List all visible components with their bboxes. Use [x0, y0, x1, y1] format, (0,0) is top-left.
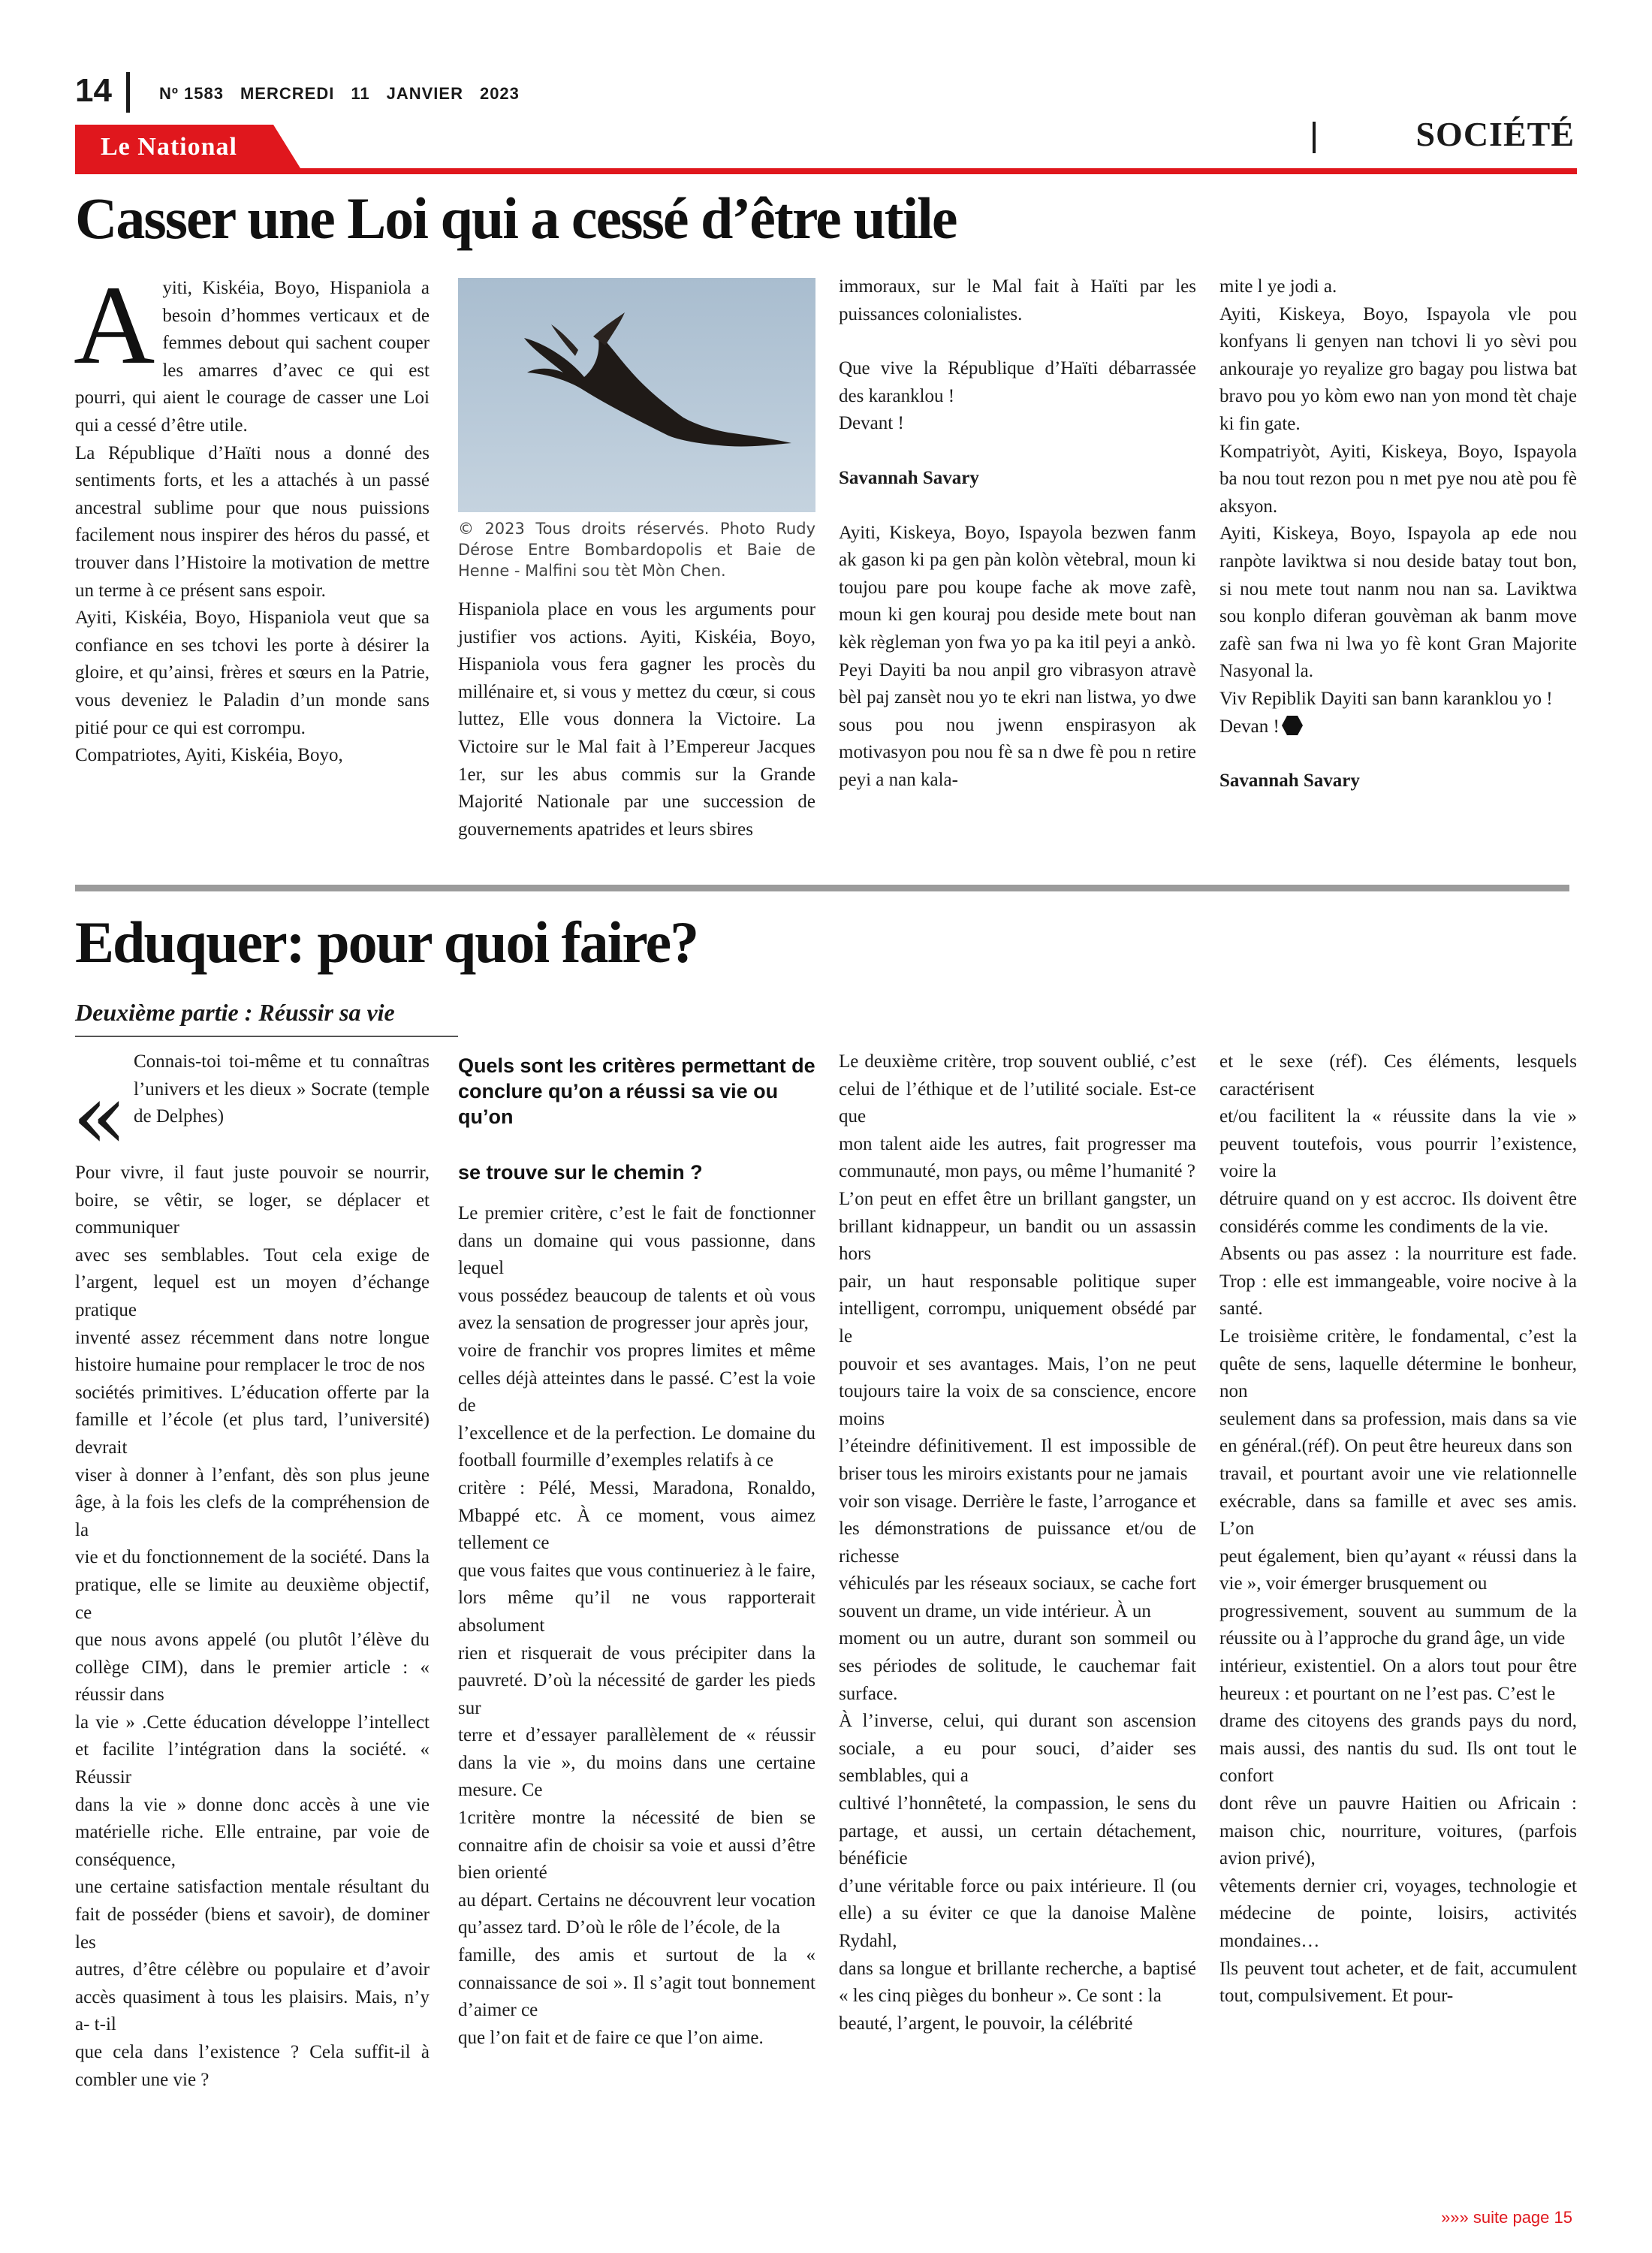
article2-title: Eduquer: pour quoi faire? — [75, 909, 698, 975]
article2-column-1 — [75, 1160, 430, 2094]
paragraph: l’excellence et de la perfection. Le domaine du football fourmille d’exemples relatifs à ce — [458, 1422, 815, 1471]
paragraph: véhiculés par les réseaux sociaux, se cache fort souvent un drame, un vide intérieur. À un — [839, 1573, 1196, 1621]
paragraph: et le sexe (réf). Ces éléments, lesquels caractérisent — [1219, 1051, 1577, 1099]
paragraph: et/ou facilitent la « réussite dans la vie » peuvent toutefois, vous pourrir l’existence, voire la — [1219, 1106, 1577, 1182]
paragraph: au départ. Certains ne découvrent leur vocation qu’assez tard. D’où le rôle de l’école, de la — [458, 1890, 815, 1938]
article-divider — [75, 885, 1569, 891]
issue-number: Nº 1583 — [159, 84, 224, 103]
header-rule — [75, 168, 1577, 174]
issue-dateline — [159, 84, 536, 104]
paragraph: Kompatriyòt, Ayiti, Kiskeya, Boyo, Ispayola ba nou tout rezon pou n met pye nou atè pou fè aksyon. — [1219, 441, 1577, 517]
section-label: SOCIÉTÉ — [1415, 115, 1575, 153]
article2-column-2 — [458, 1053, 815, 2052]
paragraph: inventé assez récemment dans notre longue histoire humaine pour remplacer le troc de nos — [75, 1327, 430, 1376]
paragraph: d’une véritable force ou paix intérieure. Il (ou elle) a su éviter ce que la danoise Malène Rydahl, — [839, 1875, 1196, 1951]
paragraph: sociétés primitives. L’éducation offerte par la famille et l’école (et plus tard, l’université) devrait — [75, 1382, 430, 1458]
criteria-heading: Quels sont les critères permettant de conclure qu’on a réussi sa vie ou qu’on — [458, 1054, 815, 1128]
paragraph: immoraux, sur le Mal fait à Haïti par les puissances colonialistes. — [839, 276, 1196, 324]
article1-column-4 — [1219, 273, 1577, 795]
epigraph-text: Connais-toi toi-même et tu connaîtras l’univers et les dieux » Socrate (temple de Delphes) — [134, 1051, 430, 1127]
paragraph: drame des citoyens des grands pays du nord, mais aussi, des nantis du sud. Ils ont tout le confort — [1219, 1711, 1577, 1787]
article1-column-3 — [839, 273, 1196, 795]
paragraph: Ayiti, Kiskeya, Boyo, Ispayola bezwen fanm ak gason ki pa gen pàn kolòn vètebral, moun ki toujou pare pou koupe fache ak move zafè, moun ki gen kouraj pou deside mete bout nan kèk règleman yon fwa yo pa ka itil peyi a ankò. — [839, 522, 1196, 653]
paragraph: voire de franchir vos propres limites et même celles déjà atteintes dans le passé. C’est la voie de — [458, 1340, 815, 1416]
paragraph: Devan ! — [1219, 716, 1280, 737]
photo-caption: © 2023 Tous droits réservés. Photo Rudy Dérose Entre Bombardopolis et Baie de Henne - Malfini sou tèt Mòn Chen. — [458, 520, 815, 580]
article1-column-2 — [458, 596, 815, 843]
paragraph: Ils peuvent tout acheter, et de fait, accumulent tout, compulsivement. Et pour- — [1219, 1958, 1577, 2007]
paragraph: une certaine satisfaction mentale résultant du fait de posséder (biens et savoir), de dominer les — [75, 1877, 430, 1953]
article2-column-3 — [839, 1048, 1196, 2037]
paragraph: Hispaniola place en vous les arguments pour justifier vos actions. Ayiti, Kiskéia, Boyo, Hispaniola vous fera gagner les procès du millénaire et, si vous y mettez du cœur, si cous luttez, Elle vous donnera la Victoire. La Victoire sur le Mal fait à l’Empereur Jacques 1er, sur les abus commis sur la Grande Majorité Nationale par une succession de gouvernements apatrides et leurs sbires — [458, 599, 815, 840]
paragraph: que l’on fait et de faire ce que l’on aime. — [458, 2027, 764, 2048]
paragraph: Le premier critère, c’est le fait de fonctionner dans un domaine qui vous passionne, dans lequel — [458, 1203, 815, 1279]
paragraph: Viv Repiblik Dayiti san bann karanklou yo ! — [1219, 688, 1553, 709]
section-divider — [1313, 122, 1316, 153]
paragraph: viser à donner à l’enfant, dès son plus jeune âge, à la fois les clefs de la compréhension de la — [75, 1464, 430, 1540]
paragraph: voir son visage. Derrière le faste, l’arrogance et les démonstrations de puissance et/ou de richesse — [839, 1491, 1196, 1567]
continued-link[interactable]: »»» suite page 15 — [1441, 2208, 1572, 2227]
paragraph: Compatriotes, Ayiti, Kiskéia, Boyo, — [75, 745, 343, 766]
end-mark-icon — [1281, 714, 1304, 737]
paragraph: progressivement, souvent au summum de la réussite ou à l’approche du grand âge, un vide — [1219, 1600, 1577, 1649]
article2-subtitle: Deuxième partie : Réussir sa vie — [75, 999, 395, 1026]
paragraph: terre et d’essayer parallèlement de « réussir dans la vie », du moins dans une certaine mesure. Ce — [458, 1725, 815, 1801]
paragraph: Le troisième critère, le fondamental, c’est la quête de sens, laquelle détermine le bonheur, non — [1219, 1326, 1577, 1402]
paragraph: rien et risquerait de vous précipiter dans la pauvreté. D’où la nécessité de garder les pieds sur — [458, 1642, 815, 1718]
bird-silhouette-icon — [458, 278, 815, 512]
paragraph: peut également, bien qu’ayant « réussi dans la vie », voir émerger brusquement ou — [1219, 1546, 1577, 1594]
paragraph: pair, un haut responsable politique super intelligent, corrompu, uniquement obsédé par le — [839, 1271, 1196, 1347]
paragraph: L’on peut en effet être un brillant gangster, un brillant kidnappeur, un bandit ou un assassin hors — [839, 1188, 1196, 1265]
author-signature: Savannah Savary — [839, 467, 979, 488]
bird-photo — [458, 278, 815, 512]
article2-column-4 — [1219, 1048, 1577, 2010]
paragraph: seulement dans sa profession, mais dans sa vie en général.(réf). On peut être heureux dans son — [1219, 1408, 1577, 1457]
paragraph: pouvoir et ses avantages. Mais, l’on ne peut toujours taire la voix de sa conscience, encore moins — [839, 1353, 1196, 1429]
month: JANVIER — [386, 84, 463, 103]
paragraph: moment ou un autre, durant son sommeil ou ses périodes de solitude, le cauchemar fait surface. — [839, 1628, 1196, 1704]
paragraph: l’éteindre définitivement. Il est impossible de briser tous les miroirs existants pour ne jamais — [839, 1436, 1196, 1484]
paragraph: Que vive la République d’Haïti débarrassée des karanklou ! — [839, 358, 1196, 406]
paragraph: À l’inverse, celui, qui durant son ascension sociale, a eu pour souci, d’aider ses semblables, qui a — [839, 1711, 1196, 1787]
paragraph: détruire quand on y est accroc. Ils doivent être considérés comme les condiments de la vie. — [1219, 1188, 1577, 1237]
paragraph: que nous avons appelé (ou plutôt l’élève du collège CIM), dans le premier article : « réussir dans — [75, 1630, 430, 1706]
year: 2023 — [479, 84, 520, 103]
paragraph: que vous faites que vous continueriez à le faire, lors même qu’il ne vous rapporterait absolument — [458, 1560, 815, 1636]
paragraph: critère : Pélé, Messi, Maradona, Ronaldo, Mbappé etc. À ce moment, vous aimez tellement ce — [458, 1477, 815, 1554]
paragraph: vêtements dernier cri, voyages, technologie et médecine de pointe, loisirs, activités mondaines… — [1219, 1875, 1577, 1951]
article1-title: Casser une Loi qui a cessé d’être utile — [75, 185, 957, 251]
paragraph: la vie » .Cette éducation développe l’intellect et facilite l’intégration dans la société. « Réussir — [75, 1712, 430, 1788]
paragraph: famille, des amis et surtout de la « connaissance de soi ». Il s’agit tout bonnement d’aimer ce — [458, 1945, 815, 2021]
weekday: MERCREDI — [240, 84, 335, 103]
paragraph: que cela dans l’existence ? Cela suffit-il à combler une vie ? — [75, 2042, 430, 2090]
paragraph: Ayiti, Kiskeya, Boyo, Ispayola vle pou konfyans li genyen nan tchovi li yo sèvi pou ankouraje yo reyalize gro bagay pou listwa bat bravo pou yo kòm ewo nan yon mond tèt chaje ki fin gate. — [1219, 303, 1577, 434]
paragraph: travail, et pourtant avoir une vie relationnelle exécrable, dans sa famille et avec ses amis. L’on — [1219, 1463, 1577, 1540]
criteria-heading-end: se trouve sur le chemin ? — [458, 1161, 703, 1184]
paragraph: cultivé l’honnêteté, la compassion, le sens du partage, et aussi, un certain détachement, bénéficie — [839, 1793, 1196, 1869]
dropcap: A — [74, 263, 155, 388]
paragraph: intérieur, existentiel. On a alors tout pour être heureux : et pourtant on ne l’est pas. C’est le — [1219, 1656, 1577, 1704]
paragraph: mon talent aide les autres, fait progresser ma communauté, mon pays, ou même l’humanité ? — [839, 1133, 1196, 1182]
author-signature: Savannah Savary — [1219, 771, 1360, 792]
page-number: 14 — [75, 72, 112, 109]
paragraph: dont rêve un pauvre Haitien ou Africain : maison chic, nourriture, voitures, (parfois avion privé), — [1219, 1793, 1577, 1869]
paragraph: yiti, Kiskéia, Boyo, Hispaniola a besoin d’hommes verticaux et de femmes debout qui sachent couper les amarres d’avec ce qui est pourri, qui aient le courage de casser une Loi qui a cessé d’être utile. — [75, 278, 430, 436]
paragraph: vous possédez beaucoup de talents et où vous avez la sensation de progresser jour après jour, — [458, 1285, 815, 1334]
paragraph: Pour vivre, il faut juste pouvoir se nourrir, boire, se vêtir, se loger, se déplacer et communiquer — [75, 1163, 430, 1238]
paragraph: Ayiti, Kiskeya, Boyo, Ispayola ap ede nou ranpòte laviktwa si nou deside batay tout bon, si nou mete tout nanm nou nan sa. Laviktwa sou konplo diferan gouvèman ak banm move zafè san fwa ni lwa yo fè kont Gran Majorite Nasyonal la. — [1219, 523, 1577, 682]
paragraph: autres, d’être célèbre ou populaire et d’avoir accès quasiment à tous les plaisirs. Mais, n’y a- t-il — [75, 1959, 430, 2035]
paragraph: vie et du fonctionnement de la société. Dans la pratique, elle se limite au deuxième objectif, ce — [75, 1547, 430, 1623]
header-divider — [126, 72, 130, 113]
brand-logo: Le National — [101, 133, 237, 161]
paragraph: Le deuxième critère, trop souvent oublié, c’est celui de l’éthique et de l’utilité sociale. Est-ce que — [839, 1051, 1196, 1127]
paragraph: Absents ou pas assez : la nourriture est fade. Trop : elle est immangeable, voire nocive à la santé. — [1219, 1244, 1577, 1320]
paragraph: Devant ! — [839, 413, 904, 434]
paragraph: dans la vie » donne donc accès à une vie matérielle riche. Elle entraine, par voie de conséquence, — [75, 1794, 430, 1870]
article1-column-1 — [74, 263, 430, 770]
paragraph: dans sa longue et brillante recherche, a baptisé « les cinq pièges du bonheur ». Ce sont : la — [839, 1958, 1196, 2007]
paragraph: La République d’Haïti nous a donné des sentiments forts, et les a attachés à un passé ancestral sublime pour que nous puissions facilement nous inspirer des héros du passé, et trouver dans l’Histoire la motivation de mettre un terme à ce présent sans espoir. — [75, 442, 430, 601]
paragraph: beauté, l’argent, le pouvoir, la célébrité — [839, 2013, 1133, 2034]
day: 11 — [351, 84, 370, 103]
epigraph — [134, 1048, 430, 1131]
paragraph: Peyi Dayiti ba nou anpil gro vibrasyon atravè bèl paj zansèt nou yo te ekri nan listwa, yo dwe sous pou nou jwenn enspirasyon ak motivasyon pou nou fè sa n dwe fè pou n retire peyi a nan kala- — [839, 659, 1196, 790]
paragraph: Ayiti, Kiskéia, Boyo, Hispaniola veut que sa confiance en ses tchovi les porte à désirer la gloire, et qu’ainsi, frères et sœurs en la Patrie, vous deveniez le Paladin d’un monde sans pitié pour ce qui est corrompu. — [75, 608, 430, 738]
subtitle-rule — [75, 1036, 458, 1037]
paragraph: mite l ye jodi a. — [1219, 276, 1337, 297]
paragraph: 1critère montre la nécessité de bien se connaitre afin de choisir sa voie et aussi d’être bien orienté — [458, 1808, 815, 1884]
paragraph: avec ses semblables. Tout cela exige de l’argent, lequel est un moyen d’échange pratique — [75, 1244, 430, 1320]
quote-mark-icon: « — [72, 1065, 128, 1169]
